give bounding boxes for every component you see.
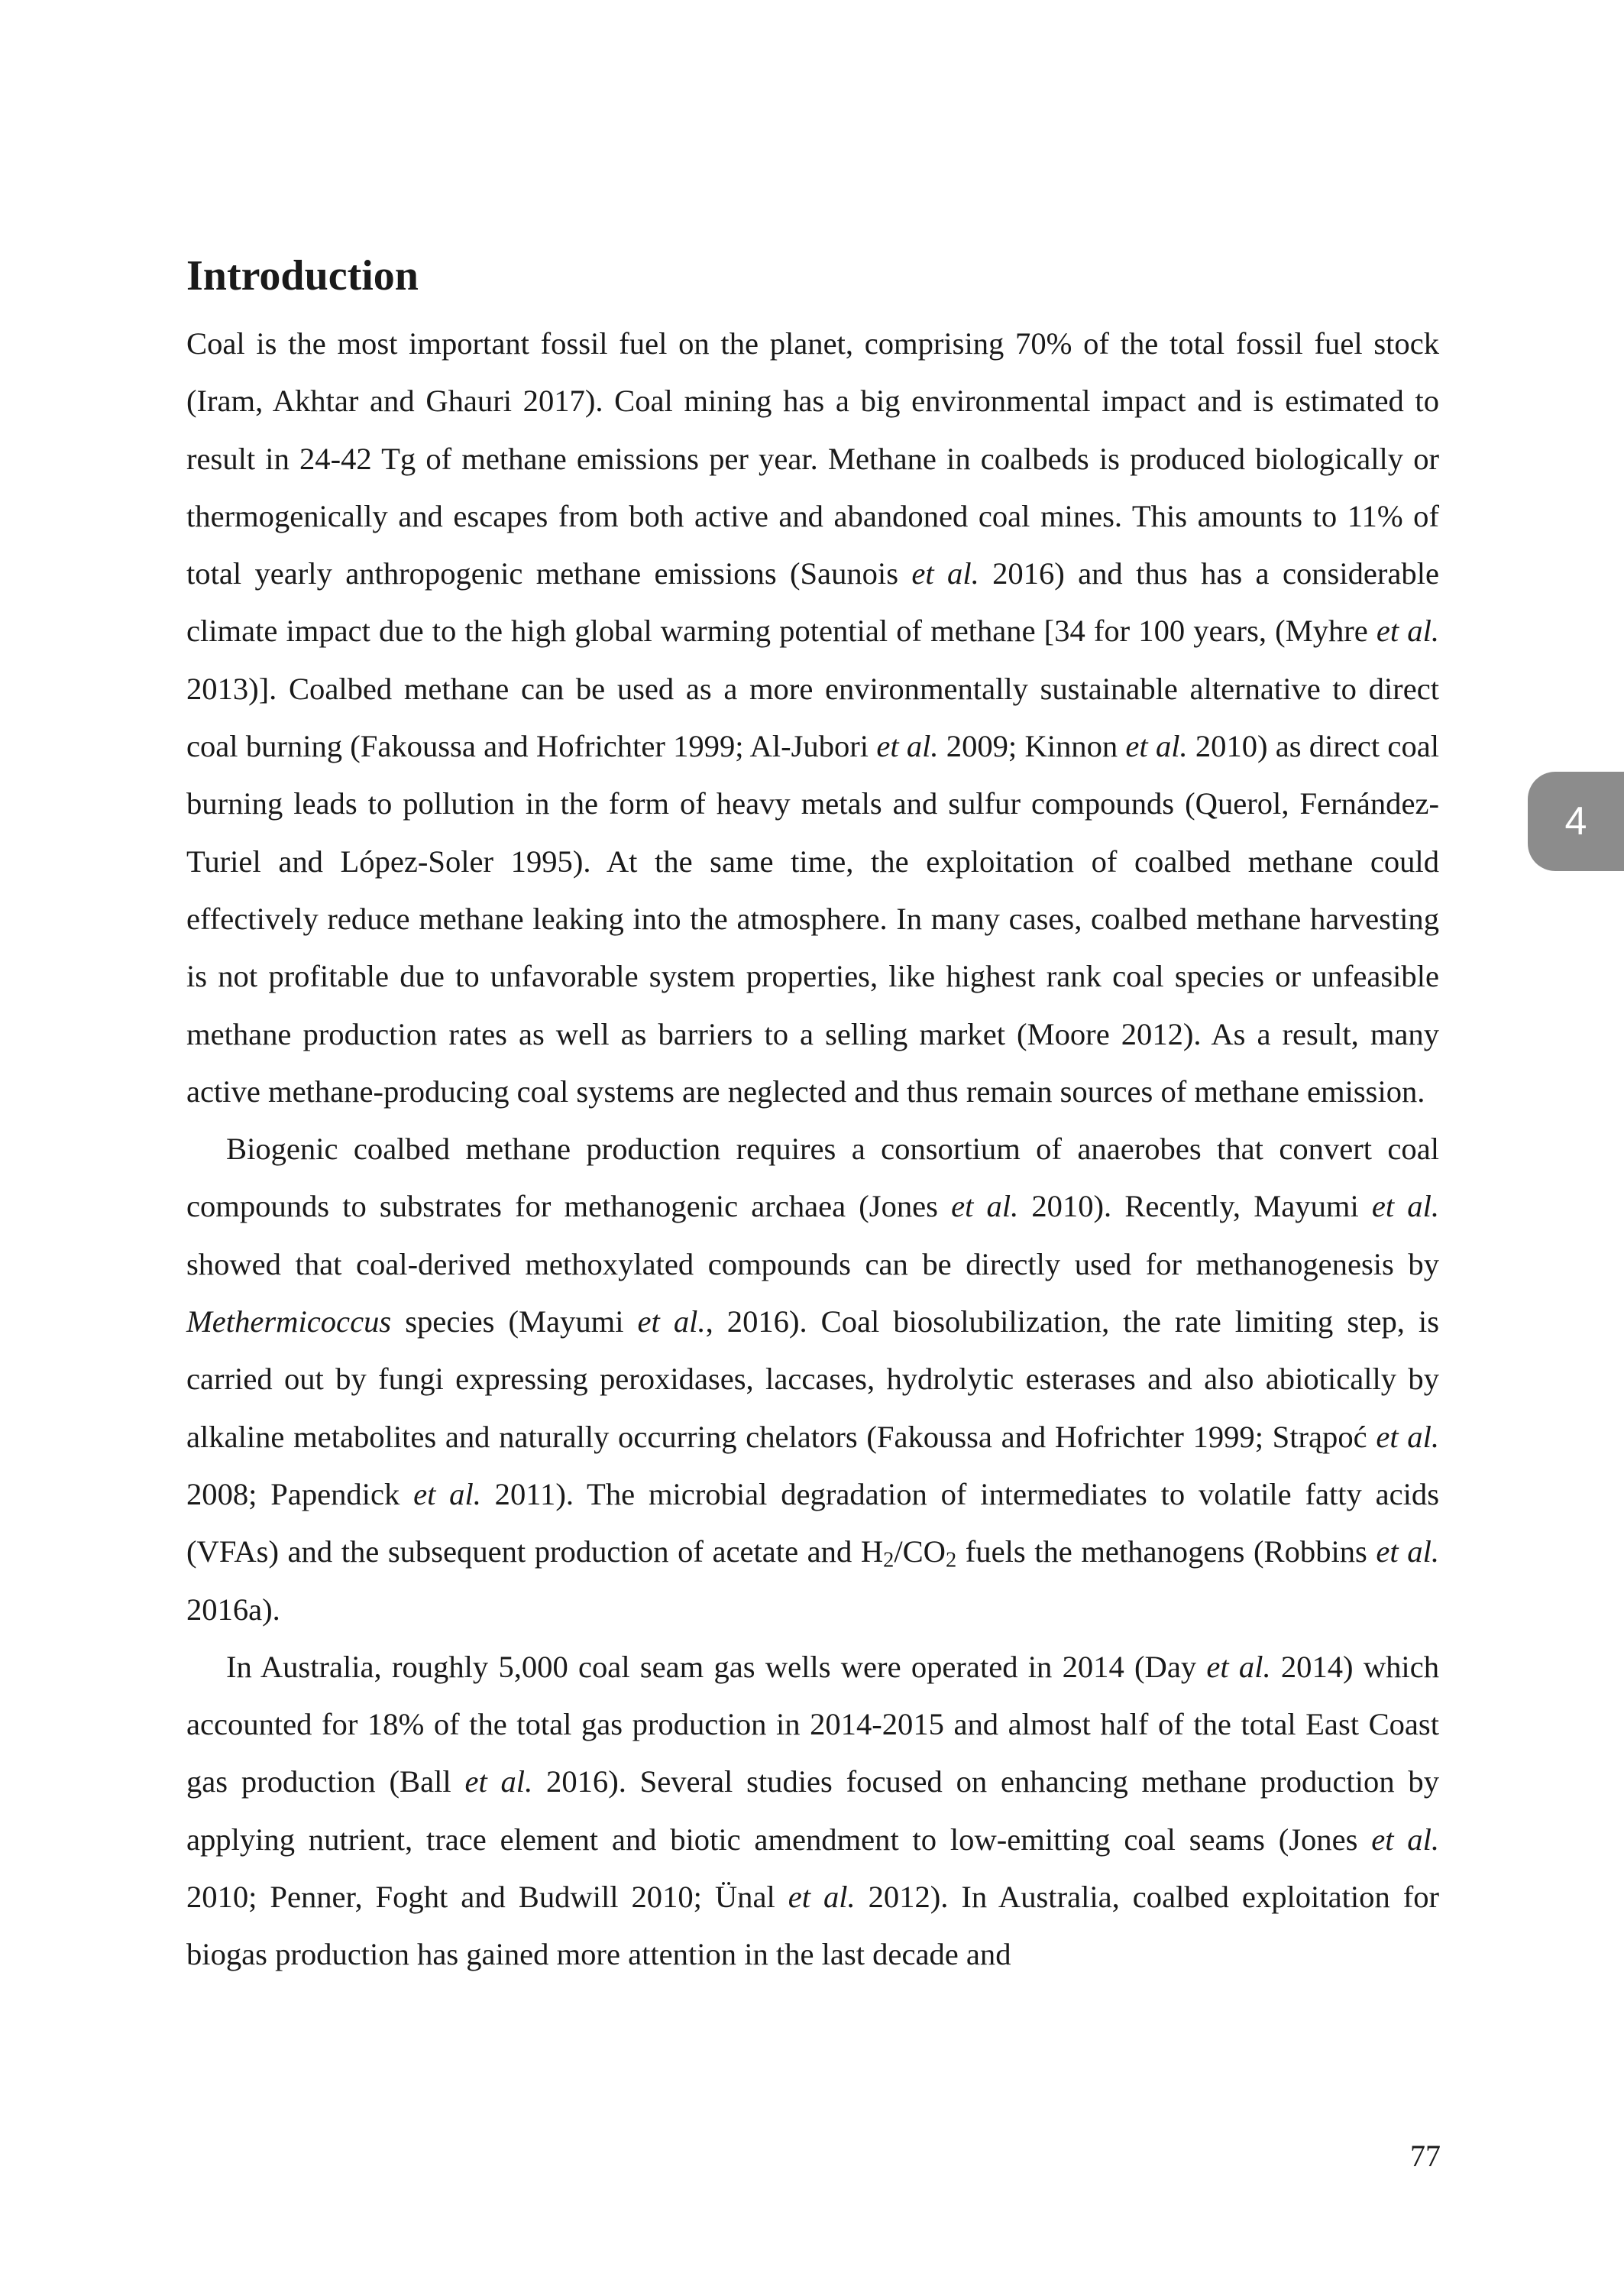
chapter-tab-number: 4 [1564, 799, 1587, 844]
text-run: 2012). In Australia, coalbed exploitation for biogas production has gained more attention in the last decade and [186, 1880, 1440, 1972]
italic-run: et al. [788, 1880, 856, 1915]
text-run: fuels the methanogens (Robbins [956, 1534, 1377, 1569]
text-run: 2011). The microbial degradation of intermediates to volatile fatty acids (VFAs) and the subsequent production of acetate and H [186, 1476, 1439, 1569]
text-run: species (Mayumi [391, 1304, 638, 1339]
text-run: 2009; Kinnon [938, 729, 1126, 764]
paragraph [186, 315, 1439, 1120]
text-run: 2010). Recently, Mayumi [1018, 1189, 1372, 1224]
text-run: showed that coal-derived methoxylated compounds can be directly used for methanogenesis by [186, 1246, 1439, 1281]
paragraph [186, 1120, 1439, 1638]
text-run: , 2016). Coal biosolubilization, the rate limiting step, is carried out by fungi expressing peroxidases, laccases, hydrolytic esterases and also abiotically by alkaline metabolites and naturally occurring chelators (Fakoussa and Hofrichter 1999; Strąpoć [186, 1304, 1439, 1454]
italic-run: Methermicoccus [186, 1304, 392, 1339]
italic-run: et al. [413, 1476, 481, 1511]
page-number: 77 [1410, 2139, 1441, 2173]
text-run: 2014) which accounted for 18% of the total gas production in 2014-2015 and almost half of the total East Coast gas production (Ball [186, 1649, 1439, 1799]
italic-run: et al. [1376, 1419, 1439, 1454]
text-run: Coal is the most important fossil fuel on the planet, comprising 70% of the total fossil fuel stock (Iram, Akhtar and Ghauri 2017). Coal mining has a big environmental impact and is estimated to result in 24-42 Tg of methane emissions per year. Methane in coalbeds is produced biologically or thermogenically and escapes from both active and abandoned coal mines. This amounts to 11% of total yearly anthropogenic methane emissions (Saunois [186, 326, 1439, 591]
body-text [186, 315, 1439, 1984]
text-run: 2010; Penner, Foght and Budwill 2010; Ünal [186, 1880, 788, 1915]
text-run: 2013)]. Coalbed methane can be used as a more environmentally sustainable alternative to direct coal burning (Fakoussa and Hofrichter 1999; Al-Jubori [186, 671, 1439, 764]
italic-run: et al. [1371, 1822, 1439, 1857]
italic-run: et al. [1125, 729, 1188, 764]
italic-run: et al. [1206, 1649, 1271, 1684]
italic-run: et al. [637, 1304, 706, 1339]
text-run: 2008; Papendick [186, 1476, 414, 1511]
italic-run: et al. [951, 1189, 1019, 1224]
text-run: 2016) and thus has a considerable climate impact due to the high global warming potential of methane [34 for 100 years, (Myhre [186, 556, 1439, 649]
text-run: 2016). Several studies focused on enhancing methane production by applying nutrient, trace element and biotic amendment to low-emitting coal seams (Jones [186, 1764, 1439, 1857]
paragraph [186, 1638, 1439, 1984]
text-run: 2010) as direct coal burning leads to pollution in the form of heavy metals and sulfur compounds (Querol, Fernández-Turiel and López-Soler 1995). At the same time, the exploitation of coalbed methane could effectively reduce methane leaking into the atmosphere. In many cases, coalbed methane harvesting is not profitable due to unfavorable system properties, like highest rank coal species or unfeasible methane production rates as well as barriers to a selling market (Moore 2012). As a result, many active methane-producing coal systems are neglected and thus remain sources of methane emission. [186, 729, 1440, 1109]
italic-run: et al. [1376, 614, 1439, 649]
italic-run: et al. [911, 556, 979, 591]
italic-run: et al. [464, 1764, 533, 1799]
italic-run: et al. [876, 729, 939, 764]
chapter-tab [1528, 772, 1624, 871]
subscript-run: 2 [946, 1548, 957, 1572]
italic-run: et al. [1371, 1189, 1439, 1224]
subscript-run: 2 [883, 1548, 894, 1572]
text-run: In Australia, roughly 5,000 coal seam gas wells were operated in 2014 (Day [226, 1649, 1207, 1684]
text-run: Biogenic coalbed methane production requires a consortium of anaerobes that convert coal compounds to substrates for methanogenic archaea (Jones [186, 1132, 1439, 1224]
text-run: /CO [894, 1534, 946, 1569]
section-heading: Introduction [186, 252, 419, 300]
italic-run: et al. [1376, 1534, 1439, 1569]
text-run: 2016a). [186, 1592, 280, 1627]
